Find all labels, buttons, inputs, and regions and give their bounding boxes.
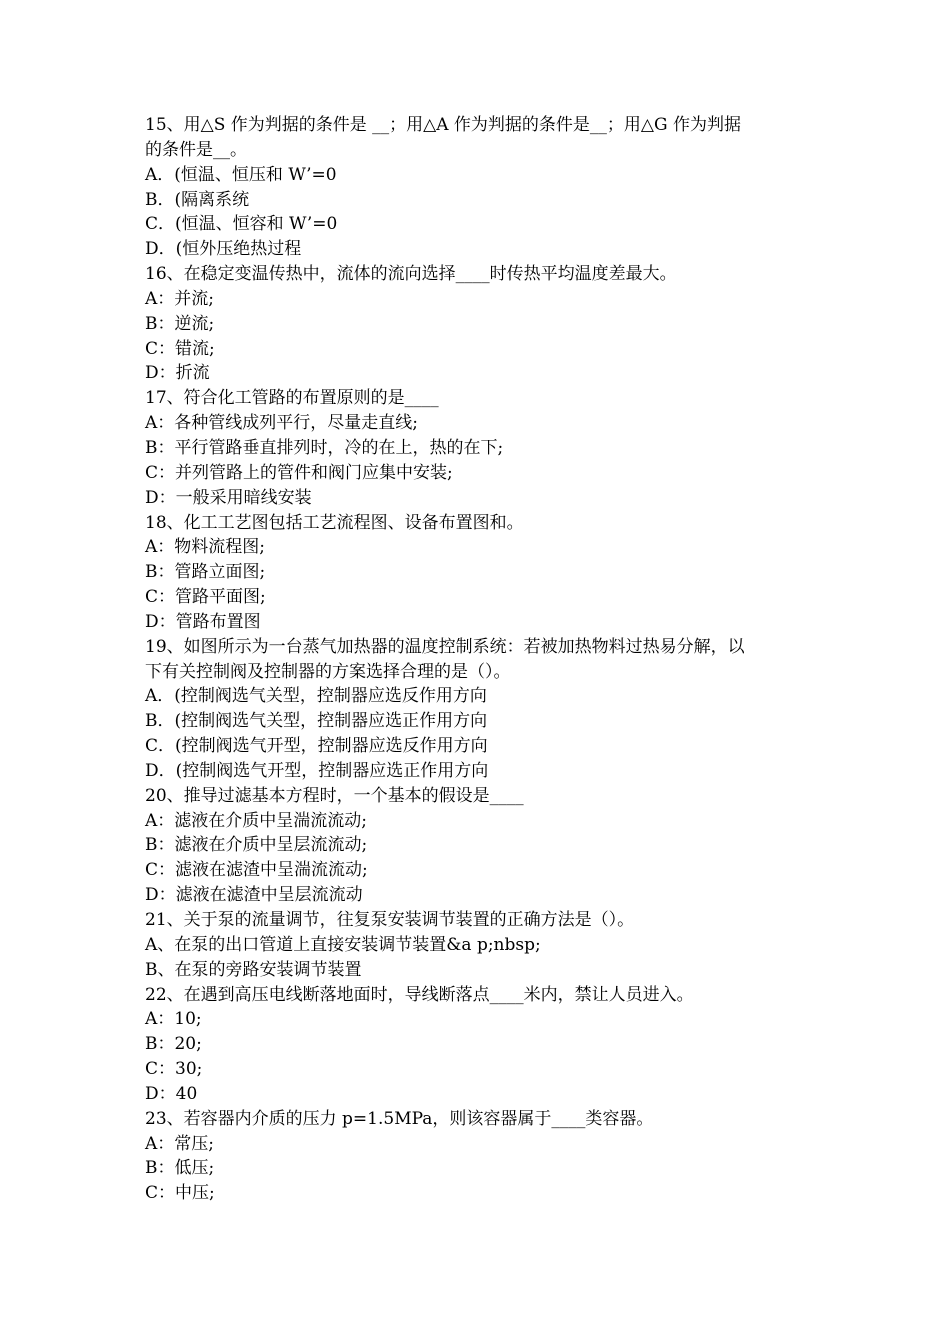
option-b: B．(控制阀选气关型，控制器应选正作用方向: [145, 711, 488, 732]
option-d: D：一般采用暗线安装: [145, 487, 312, 508]
question-list: [145, 113, 810, 1206]
question-16: [145, 262, 810, 386]
option-c: C：并列管路上的管件和阀门应集中安装;: [145, 462, 453, 483]
option-a: A：滤液在介质中呈湍流流动;: [145, 810, 368, 831]
option-a: A．(恒温、恒压和 W’=0: [145, 164, 337, 185]
option-d: D：滤液在滤渣中呈层流流动: [145, 885, 363, 906]
option-a: A：并流;: [145, 288, 215, 309]
option-d: D．(恒外压绝热过程: [145, 239, 302, 260]
option-b: B：平行管路垂直排列时，冷的在上，热的在下;: [145, 437, 504, 458]
option-b: B：管路立面图;: [145, 562, 266, 583]
option-a: A：各种管线成列平行，尽量走直线;: [145, 413, 419, 434]
question-19: [145, 635, 810, 784]
option-a: A：10;: [145, 1009, 202, 1030]
option-c: C：管路平面图;: [145, 587, 266, 608]
question-text: 22、在遇到高压电线断落地面时，导线断落点____米内，禁让人员进入。: [145, 984, 694, 1005]
question-23: [145, 1107, 810, 1206]
option-c: C．(控制阀选气开型，控制器应选反作用方向: [145, 736, 488, 757]
option-b: B：低压;: [145, 1158, 215, 1179]
option-d: D．(控制阀选气开型，控制器应选正作用方向: [145, 760, 489, 781]
question-text: 17、符合化工管路的布置原则的是____: [145, 388, 439, 409]
option-c: C：30;: [145, 1059, 203, 1080]
option-d: D：折流: [145, 363, 210, 384]
question-22: [145, 983, 810, 1107]
option-a: A．(控制阀选气关型，控制器应选反作用方向: [145, 686, 487, 707]
question-text: 的条件是__。: [145, 139, 247, 160]
question-text: 23、若容器内介质的压力 p=1.5MPa，则该容器属于____类容器。: [145, 1108, 654, 1129]
option-b: B：逆流;: [145, 313, 215, 334]
option-c: C．(恒温、恒容和 W’=0: [145, 214, 338, 235]
option-a: A：物料流程图;: [145, 537, 266, 558]
option-d: D：40: [145, 1083, 198, 1104]
option-b: B、在泵的旁路安装调节装置: [145, 959, 362, 980]
option-c: C：错流;: [145, 338, 215, 359]
question-15: [145, 113, 810, 262]
option-d: D：管路布置图: [145, 611, 261, 632]
question-text: 16、在稳定变温传热中，流体的流向选择____时传热平均温度差最大。: [145, 264, 677, 285]
question-text: 15、用△S 作为判据的条件是 __；用△A 作为判据的条件是__；用△G 作为判据: [145, 115, 741, 135]
question-20: [145, 784, 810, 908]
option-b: B：20;: [145, 1034, 202, 1055]
question-17: [145, 386, 810, 510]
question-text: 下有关控制阀及控制器的方案选择合理的是（）。: [145, 661, 511, 682]
option-a: A、在泵的出口管道上直接安装调节装置&a p;nbsp;: [145, 934, 541, 955]
question-text: 20、推导过滤基本方程时，一个基本的假设是____: [145, 785, 524, 806]
option-a: A：常压;: [145, 1133, 215, 1154]
option-b: B：滤液在介质中呈层流流动;: [145, 835, 368, 856]
option-c: C：中压;: [145, 1183, 215, 1204]
question-text: 18、化工工艺图包括工艺流程图、设备布置图和。: [145, 512, 524, 533]
question-18: [145, 511, 810, 635]
option-b: B．(隔离系统: [145, 189, 250, 210]
option-c: C：滤液在滤渣中呈湍流流动;: [145, 860, 368, 881]
question-text: 19、如图所示为一台蒸气加热器的温度控制系统：若被加热物料过热易分解，以: [145, 636, 745, 657]
question-21: [145, 908, 810, 983]
question-text: 21、关于泵的流量调节，往复泵安装调节装置的正确方法是（）。: [145, 910, 635, 930]
